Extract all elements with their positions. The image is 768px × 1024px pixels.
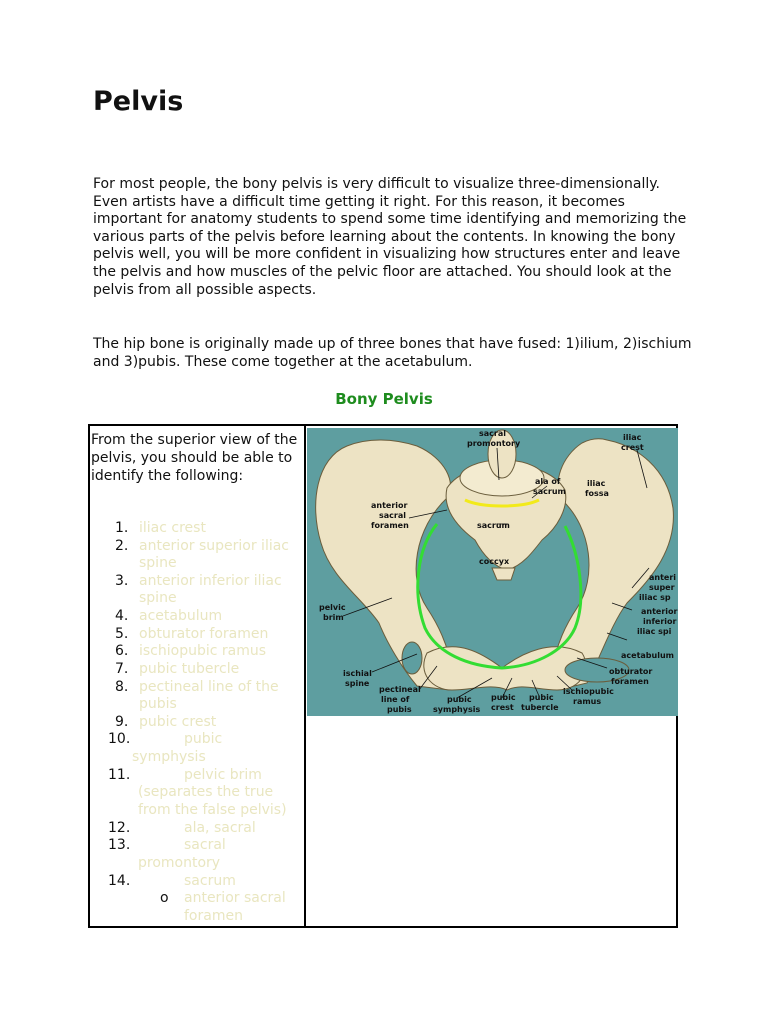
list-number: 6. bbox=[115, 643, 129, 659]
label-ischiopubic: ischiopubic bbox=[563, 687, 614, 696]
label-tubercle: tubercle bbox=[521, 703, 559, 712]
list-number: 9. bbox=[115, 714, 129, 730]
label-super: super bbox=[649, 583, 675, 592]
bullet-circle: o bbox=[160, 890, 169, 906]
list-text: pelvic brim bbox=[184, 767, 262, 783]
label-sacral: sacral bbox=[479, 429, 506, 438]
list-text: pubis bbox=[139, 696, 177, 712]
label-iliac: iliac bbox=[623, 433, 642, 442]
table-cell-figure bbox=[306, 426, 676, 926]
list-text: ala, sacral bbox=[184, 820, 256, 836]
section-heading: Bony Pelvis bbox=[335, 390, 433, 408]
list-text: (separates the true bbox=[138, 784, 274, 800]
list-number: 12. bbox=[108, 820, 131, 836]
label-acetabulum: acetabulum bbox=[621, 651, 674, 660]
list-number: 3. bbox=[115, 573, 129, 589]
coccyx-bone bbox=[492, 568, 515, 580]
label-ramus: ramus bbox=[573, 697, 602, 706]
pelvis-illustration bbox=[307, 428, 678, 716]
label-iliac-sp: iliac sp bbox=[639, 593, 671, 602]
list-text: pectineal line of the bbox=[139, 679, 279, 695]
table-intro-text: From the superior view of the pelvis, you should be able to identify the following: bbox=[91, 432, 298, 484]
list-text: pubic bbox=[184, 731, 223, 747]
list-number: 14. bbox=[108, 873, 131, 889]
list-text: anterior inferior iliac bbox=[139, 573, 282, 589]
list-text: symphysis bbox=[132, 749, 206, 765]
list-text: foramen bbox=[184, 908, 243, 924]
list-text: promontory bbox=[138, 855, 221, 871]
label-brim: brim bbox=[323, 613, 344, 622]
label-obturator-foramen: foramen bbox=[611, 677, 649, 686]
label-pelvic: pelvic bbox=[319, 603, 346, 612]
label-spine: spine bbox=[345, 679, 370, 688]
label-pubis: pubis bbox=[387, 705, 412, 714]
list-number: 8. bbox=[115, 679, 129, 695]
table-cell-list bbox=[90, 426, 306, 926]
label-coccyx: coccyx bbox=[479, 557, 510, 566]
label-ischial: ischial bbox=[343, 669, 372, 678]
list-text: obturator foramen bbox=[139, 626, 269, 642]
label-obturator: obturator bbox=[609, 667, 653, 676]
label-pubic-crest-1: pubic bbox=[491, 693, 516, 702]
list-number: 4. bbox=[115, 608, 129, 624]
page-title: Pelvis bbox=[93, 86, 184, 117]
label-iliac-fossa-1: iliac bbox=[587, 479, 606, 488]
list-number: 7. bbox=[115, 661, 129, 677]
list-text: acetabulum bbox=[139, 608, 223, 624]
list-text: pubic crest bbox=[139, 714, 217, 730]
label-iliac-spi: iliac spi bbox=[637, 627, 672, 636]
label-anteri: anteri bbox=[649, 573, 677, 582]
intro-paragraph: For most people, the bony pelvis is very difficult to visualize three-dimensionally. Even artists have a difficult time getting it right. For this reason, it becomes important for anatomy students to spend some time identifying and memorizing the various parts of the pelvis before learning about the contents. In knowing the bony pelvis well, you will be more confident in visualizing how structures enter and leave the pelvis and how muscles of the pelvic floor are attached. You should look at the pelvis from all possible aspects. bbox=[93, 176, 687, 298]
list-text: pubic tubercle bbox=[139, 661, 240, 677]
label-sacral-foramen-1: sacral bbox=[379, 511, 406, 520]
label-sacral-foramen-2: foramen bbox=[371, 521, 409, 530]
label-crest: crest bbox=[621, 443, 644, 452]
list-text: sacrum bbox=[184, 873, 236, 889]
list-text: ischiopubic ramus bbox=[139, 643, 267, 659]
list-text: from the false pelvis) bbox=[138, 802, 287, 818]
label-line-of: line of bbox=[381, 695, 410, 704]
list-number: 13. bbox=[108, 837, 131, 853]
label-ala-of: ala of bbox=[535, 477, 561, 486]
list-number: 2. bbox=[115, 538, 129, 554]
list-text: sacral bbox=[184, 837, 226, 853]
list-number: 1. bbox=[115, 520, 129, 536]
hip-bone-paragraph: The hip bone is originally made up of three bones that have fused: 1)ilium, 2)ischium and 3)pubis. These come together at the acetabulum. bbox=[93, 336, 692, 370]
content-table bbox=[88, 424, 678, 928]
list-text: iliac crest bbox=[139, 520, 206, 536]
label-sacrum-center: sacrum bbox=[477, 521, 510, 530]
label-anterior-inferior-1: anterior bbox=[641, 607, 678, 616]
label-pectineal: pectineal bbox=[379, 685, 421, 694]
label-promontory: promontory bbox=[467, 439, 521, 448]
list-text: spine bbox=[139, 590, 177, 606]
pelvis-diagram bbox=[307, 428, 678, 716]
label-pubic-tubercle-1: pubic bbox=[529, 693, 554, 702]
label-anterior-inferior-2: inferior bbox=[643, 617, 677, 626]
label-sacrum: sacrum bbox=[533, 487, 566, 496]
list-number: 5. bbox=[115, 626, 129, 642]
label-iliac-fossa-2: fossa bbox=[585, 489, 609, 498]
list-number: 10. bbox=[108, 731, 131, 747]
list-text: spine bbox=[139, 555, 177, 571]
label-pubic-symphysis-1: pubic bbox=[447, 695, 472, 704]
list-text: anterior superior iliac bbox=[139, 538, 290, 554]
label-symphysis: symphysis bbox=[433, 705, 481, 714]
list-number: 11. bbox=[108, 767, 131, 783]
list-text: anterior sacral bbox=[184, 890, 286, 906]
label-pubic-crest-2: crest bbox=[491, 703, 514, 712]
label-anterior: anterior bbox=[371, 501, 408, 510]
